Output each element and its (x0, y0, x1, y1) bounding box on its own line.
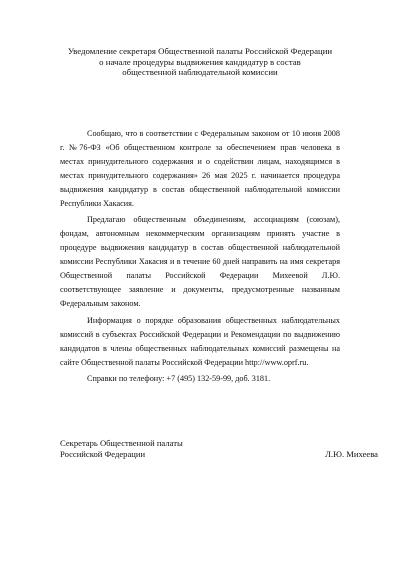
title-line-3: общественной наблюдательной комиссии (122, 67, 278, 78)
paragraph-notice: Сообщаю, что в соответствии с Федеральным законом от 10 июня 2008 г. №76-ФЗ «Об общественном контроле за обеспечением прав человека в местах принудительного содержания и о содействии лицам, находящимся в местах принудительного содержания» 26 мая 2025 г. начинается процедура выдвижения кандидатур в состав общественной наблюдательной комиссии Республики Хакасия. (60, 129, 340, 208)
title-line-2: о начале процедуры выдвижения кандидатур в состав (99, 56, 301, 67)
signature-name: Л.Ю. Михеева (325, 448, 378, 459)
signature-position-line-2: Российской Федерации (60, 448, 146, 459)
document-title (40, 46, 360, 78)
signature-block (60, 438, 378, 460)
document-body (60, 127, 340, 389)
signature-position-line-1: Секретарь Общественной палаты (60, 438, 183, 448)
title-line-1: Уведомление секретаря Общественной палаты Российской Федерации (67, 46, 333, 56)
paragraph-invitation: Предлагаю общественным объединениям, ассоциациям (союзам), фондам, автономным некоммерческим организациям принять участие в процедуре выдвижения кандидатур в состав общественной наблюдательной комиссии Республики Хакасия и в течение 60 дней направить на имя секретаря Общественной палаты Российской Федерации Михеевой Л.Ю. соответствующее заявление и документы, предусмотренные названным Федеральным законом. (60, 215, 340, 308)
paragraph-contacts: Справки по телефону: +7 (495) 132-59-99, доб. 3181. (87, 374, 271, 384)
paragraph-information: Информация о порядке образования общественных наблюдательных комиссий в субъектах Российской Федерации и Рекомендации по выдвижению кандидатов в члены общественных наблюдательных комиссий размещены на сайте Общественной палаты Российской Федерации http://www.oprf.ru. (60, 315, 340, 367)
